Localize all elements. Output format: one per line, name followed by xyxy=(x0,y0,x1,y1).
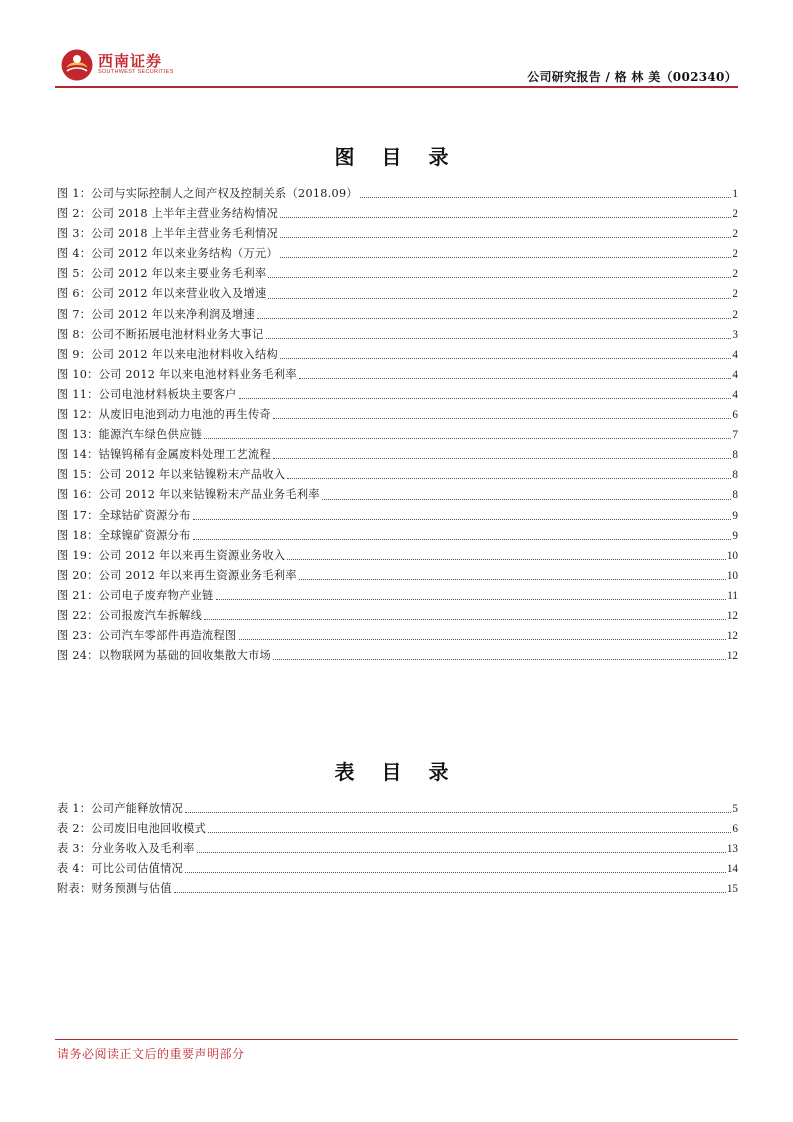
toc-entry-label: 表 3：分业务收入及毛利率 xyxy=(57,842,195,856)
toc-entry-page: 8 xyxy=(732,469,738,482)
toc-entry[interactable] xyxy=(57,485,738,505)
toc-entry[interactable] xyxy=(57,839,738,859)
footer-disclaimer: 请务必阅读正文后的重要声明部分 xyxy=(57,1047,245,1061)
toc-entry-page: 10 xyxy=(726,569,738,582)
toc-entry-page: 2 xyxy=(732,268,738,281)
toc-entry[interactable] xyxy=(57,819,738,839)
toc-entry-label: 图 10：公司 2012 年以来电池材料业务毛利率 xyxy=(57,367,297,381)
company-logo xyxy=(60,48,190,82)
toc-entry-page: 14 xyxy=(726,863,738,876)
toc-entry[interactable] xyxy=(57,799,738,819)
toc-entry-label: 图 1：公司与实际控制人之间产权及控制关系（2018.09） xyxy=(57,187,358,200)
toc-entry-label: 表 4：可比公司估值情况 xyxy=(57,862,184,876)
toc-leader-dots xyxy=(197,851,726,853)
toc-entry-label: 图 11：公司电池材料板块主要客户 xyxy=(57,387,237,401)
toc-entry[interactable] xyxy=(57,586,738,606)
toc-leader-dots xyxy=(185,811,731,813)
toc-entry-page: 13 xyxy=(726,843,738,856)
toc-entry-page: 2 xyxy=(732,208,738,221)
toc-entry-label: 图 14：钴镍钨稀有金属废料处理工艺流程 xyxy=(57,448,271,462)
toc-entry-label: 图 18：全球镍矿资源分布 xyxy=(57,528,191,542)
toc-entry[interactable] xyxy=(57,264,738,284)
toc-leader-dots xyxy=(257,317,731,319)
toc-leader-dots xyxy=(273,417,731,419)
toc-entry-page: 8 xyxy=(732,449,738,462)
toc-entry-label: 图 19：公司 2012 年以来再生资源业务收入 xyxy=(57,548,286,562)
toc-entry[interactable] xyxy=(57,506,738,526)
footer-rule xyxy=(55,1039,738,1040)
toc-leader-dots xyxy=(204,437,731,439)
toc-leader-dots xyxy=(174,891,726,893)
toc-entry-label: 图 20：公司 2012 年以来再生资源业务毛利率 xyxy=(57,568,297,582)
toc-entry-label: 图 2：公司 2018 上半年主营业务结构情况 xyxy=(57,207,278,221)
toc-entry[interactable] xyxy=(57,626,738,646)
toc-leader-dots xyxy=(216,598,727,600)
toc-entry-label: 图 12：从废旧电池到动力电池的再生传奇 xyxy=(57,408,271,422)
toc-entry[interactable] xyxy=(57,385,738,405)
toc-entry-page: 6 xyxy=(732,823,738,836)
toc-leader-dots xyxy=(208,831,731,833)
toc-entry[interactable] xyxy=(57,345,738,365)
toc-entry-page: 15 xyxy=(726,883,738,896)
toc-entry[interactable] xyxy=(57,646,738,666)
toc-entry-page: 2 xyxy=(732,288,738,301)
toc-leader-dots xyxy=(268,276,731,278)
toc-entry-label: 图 24：以物联网为基础的回收集散大市场 xyxy=(57,649,271,663)
toc-entry-label: 图 7：公司 2012 年以来净利润及增速 xyxy=(57,307,255,321)
logo-text-en: SOUTHWEST SECURITIES xyxy=(98,69,174,75)
toc-entry-page: 1 xyxy=(732,188,738,200)
toc-entry-page: 4 xyxy=(732,388,738,401)
toc-entry-label: 图 16：公司 2012 年以来钴镍粉末产品业务毛利率 xyxy=(57,488,320,502)
toc-entry[interactable] xyxy=(57,224,738,244)
toc-leader-dots xyxy=(266,337,732,339)
toc-entry-page: 8 xyxy=(732,489,738,502)
toc-entry-page: 9 xyxy=(732,509,738,522)
toc-entry[interactable] xyxy=(57,204,738,224)
toc-entry[interactable] xyxy=(57,526,738,546)
page-header xyxy=(0,0,793,90)
logo-emblem-icon xyxy=(60,48,94,82)
toc-entry[interactable] xyxy=(57,325,738,345)
toc-leader-dots xyxy=(299,578,726,580)
toc-entry[interactable] xyxy=(57,566,738,586)
toc-entry-page: 3 xyxy=(732,328,738,341)
toc-leader-dots xyxy=(280,357,731,359)
toc-entry[interactable] xyxy=(57,465,738,485)
toc-entry-page: 2 xyxy=(732,228,738,241)
toc-entry-page: 12 xyxy=(726,650,738,663)
toc-leader-dots xyxy=(239,638,726,640)
toc-entry[interactable] xyxy=(57,546,738,566)
toc-entry-page: 5 xyxy=(732,803,738,815)
toc-leader-dots xyxy=(193,518,732,520)
toc-leader-dots xyxy=(268,297,731,299)
toc-leader-dots xyxy=(280,216,731,218)
toc-leader-dots xyxy=(287,558,725,560)
toc-entry-label: 图 6：公司 2012 年以来营业收入及增速 xyxy=(57,287,267,301)
toc-entry[interactable] xyxy=(57,606,738,626)
toc-entry-label: 表 1：公司产能释放情况 xyxy=(57,802,184,815)
toc-entry-label: 图 17：全球钴矿资源分布 xyxy=(57,508,191,522)
toc-leader-dots xyxy=(280,236,731,238)
toc-leader-dots xyxy=(204,618,726,620)
toc-entry[interactable] xyxy=(57,445,738,465)
logo-text-cn: 西南证券 xyxy=(98,52,163,70)
toc-leader-dots xyxy=(360,196,732,198)
toc-entry-page: 4 xyxy=(732,348,738,361)
toc-entry-label: 图 21：公司电子废弃物产业链 xyxy=(57,588,214,602)
toc-entry[interactable] xyxy=(57,405,738,425)
toc-entry-label: 图 15：公司 2012 年以来钴镍粉末产品收入 xyxy=(57,468,286,482)
toc-entry-label: 图 23：公司汽车零部件再造流程图 xyxy=(57,629,237,643)
toc-leader-dots xyxy=(185,871,726,873)
toc-leader-dots xyxy=(280,256,731,258)
toc-entry-page: 12 xyxy=(726,630,738,643)
toc-entry-page: 2 xyxy=(732,248,738,261)
toc-entry[interactable] xyxy=(57,305,738,325)
toc-entry-page: 6 xyxy=(732,409,738,422)
toc-entry-label: 图 9：公司 2012 年以来电池材料收入结构 xyxy=(57,347,278,361)
toc-leader-dots xyxy=(239,397,732,399)
toc-entry[interactable] xyxy=(57,365,738,385)
toc-leader-dots xyxy=(273,658,726,660)
header-rule xyxy=(55,86,738,88)
toc-entry[interactable] xyxy=(57,859,738,879)
toc-leader-dots xyxy=(299,377,732,379)
toc-entry[interactable] xyxy=(57,284,738,304)
toc-entry[interactable] xyxy=(57,425,738,445)
toc-entry-page: 9 xyxy=(732,529,738,542)
toc-entry-label: 图 3：公司 2018 上半年主营业务毛利情况 xyxy=(57,227,278,241)
toc-entry-label: 图 8：公司不断拓展电池材料业务大事记 xyxy=(57,327,264,341)
table-index-list xyxy=(57,799,738,899)
toc-entry[interactable] xyxy=(57,244,738,264)
toc-entry-label: 图 22：公司报废汽车拆解线 xyxy=(57,608,203,622)
document-title: 公司研究报告 / 格 林 美（002340） xyxy=(527,70,737,84)
toc-entry-label: 图 4：公司 2012 年以来业务结构（万元） xyxy=(57,247,278,261)
table-index-title: 表 目 录 xyxy=(334,760,459,784)
toc-entry-label: 表 2：公司废旧电池回收模式 xyxy=(57,822,207,836)
toc-entry-label: 图 5：公司 2012 年以来主要业务毛利率 xyxy=(57,267,267,281)
toc-entry-page: 11 xyxy=(727,589,738,602)
toc-entry[interactable] xyxy=(57,879,738,899)
toc-leader-dots xyxy=(193,538,732,540)
toc-leader-dots xyxy=(322,498,732,500)
toc-entry-page: 7 xyxy=(732,429,738,442)
toc-leader-dots xyxy=(273,457,731,459)
toc-entry-label: 附表：财务预测与估值 xyxy=(57,882,172,896)
toc-entry-label: 图 13：能源汽车绿色供应链 xyxy=(57,428,203,442)
figure-index-title: 图 目 录 xyxy=(334,145,459,169)
toc-entry-page: 4 xyxy=(732,368,738,381)
toc-entry-page: 2 xyxy=(732,308,738,321)
toc-entry[interactable] xyxy=(57,184,738,204)
toc-leader-dots xyxy=(287,477,731,479)
figure-index-list xyxy=(57,184,738,666)
toc-entry-page: 12 xyxy=(726,609,738,622)
toc-entry-page: 10 xyxy=(726,549,738,562)
